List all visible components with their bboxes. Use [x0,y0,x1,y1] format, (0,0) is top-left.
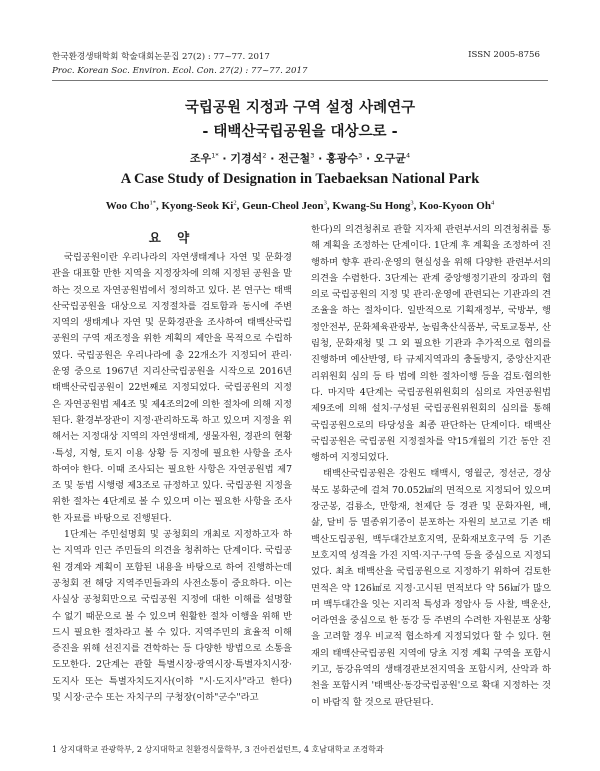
paper-title-ko: 국립공원 지정과 구역 설정 사례연구 [184,100,416,116]
abstract-paragraph: 1단계는 주민설명회 및 공청회의 개최로 지정하고자 하는 지역과 인근 주민들의 의견을 청취하는 단계이다. 국립공원 경계와 계획이 포함된 내용을 바탕으로 하여 진행하는데 공청회 전 해당 지역주민들과의 사전소통이 중요하다. 이는 사실상 공청회만으로 국립공원 지정에 대한 이해를 설명할 수 없기 때문으로 볼 수 있으며 원활한 절차 이행을 위해 반드시 필요한 절차라고 볼 수 있다. 지역주민의 효율적 이해증진을 위해 선진지를 견학하는 등 다양한 방법으로 소통을 도모한다. 2단계는 관할 특별시장·광역시장·특별자치시장·도지사 또는 특별자치도지사(이하 "시·도지사"라고 한다) 및 시장·군수 또는 자치구의 구청장(이하"군수"라고 [52,529,292,704]
journal-header [52,50,307,78]
abstract-paragraph: 국립공원이란 우리나라의 자연생태계나 자연 및 문화경관을 대표할 만한 지역을 지정장차에 의해 지정된 공원을 말하는 것으로 자연공원법에서 정의하고 있다. 본 연구는 태백산국립공원을 대상으로 지정절차를 검토함과 동시에 주변 지역의 생태계나 자연 및 문화경관을 조사하여 태백산국립공원의 구역 재조정을 위한 계획의 제안을 목적으로 수립하였다. 국립공원은 우리나라에 총 22개소가 지정되어 관리·운영 중으로 1967년 지리산국립공원을 시작으로 2016년 태백산국립공원이 22번째로 지정되었다. 국립공원의 지정은 자연공원법 제4조 및 제4조의2에 의한 절차에 의해 지정된다. 환경부장관이 지정·관리하도록 하고 있으며 지정을 위해서는 지정대상 지역의 자연생태계, 생물자원, 경관의 현황·특성, 지형, 토지 이용 상황 등 지정에 필요한 사항을 조사하여야 한다. 이때 조사되는 필요한 사항은 자연공원법 제7조 및 동법 시행령 제3조로 규정하고 있다. 국립공원 지정을 위한 절차는 4단계로 볼 수 있으며 이는 필요한 사항을 조사한 자료를 바탕으로 진행된다. [52,252,292,524]
abstract-left-column [52,250,292,706]
header-divider [52,80,548,81]
author-en: Koo-Kyoon Oh$^4$ [419,199,495,212]
author-en: Woo Cho$^{1*}$ [105,199,156,212]
author-ko: 기경석$^2$ [230,151,267,165]
abstract-heading: 요 약 [148,230,196,245]
author-en: Kyong-Seok Ki$^2$ [161,199,237,212]
paper-subtitle-ko: - 태백산국립공원을 대상으로 - [202,124,398,140]
author-ko: 오구균$^4$ [374,151,411,165]
journal-citation-ko: 한국환경생태학회 학술대회논문집 27(2) : 77~77. 2017 [52,52,270,62]
paper-title-en: A Case Study of Designation in Taebaeksan National Park [120,171,480,187]
authors-en: Woo Cho$^{1*}$, Kyong-Seok Ki$^2$, Geun-Cheol Jeon$^3$, Kwang-Su Hong$^3$, Koo-Kyoon Oh$^4$ [105,199,495,212]
journal-citation-en: Proc. Korean Soc. Environ. Ecol. Con. 27(2) : 77~77. 2017 [52,66,308,76]
author-en: Kwang-Su Hong$^3$ [332,199,414,212]
author-ko: 조우$^{1*}$ [189,151,219,165]
author-ko: 홍광수$^3$ [326,151,363,165]
issn: ISSN 2005-8756 [468,50,540,60]
authors-ko: 조우$^{1*}$ · 기경석$^2$ · 전근철$^3$ · 홍광수$^3$ · 오구균$^4$ [189,151,411,165]
abstract-right-column [311,222,551,711]
abstract-paragraph: 한다)의 의견청취로 관할 지자체 관련부서의 의견청취를 통해 계획을 조정하는 단계이다. 1단계 후 계획을 조정하여 진행하며 향후 관리·운영의 현실성을 위해 다양한 관련부서의 의견을 수렴한다. 3단계는 관계 중앙행정기관의 장과의 협의로 국립공원의 지정 및 관리·운영에 관련되는 기관과의 견조율을 하는 절차이다. 일반적으로 기획재정부, 국방부, 행정안전부, 문화체육관광부, 농림축산식품부, 국토교통부, 산림청, 문화재청 및 그 외 필요한 기관과 추가적으로 협의를 진행하며 예산반영, 타 규제지역과의 충돌방지, 중앙산지관리위원회 심의 등 타 법에 의한 절차이행 등을 검토·협의한다. 마지막 4단계는 국립공원위원회의 심의로 자연공원법 제9조에 의해 설치·구성된 국립공원위원회의 심의를 통해 국립공원으로의 타당성을 최종 판단하는 단계이다. 태백산국립공원은 국립공원 지정절차를 약15개월의 기간 동안 진행하여 지정되었다. [311,224,551,464]
author-ko: 전근철$^3$ [278,151,315,165]
abstract-paragraph: 태백산국립공원은 강원도 태백시, 영월군, 정선군, 경상북도 봉화군에 걸쳐 70.052㎢의 면적으로 지정되어 있으며 장군봉, 검룡소, 만항재, 천제단 등 경관 및 문화자원, 배, 삶, 달비 등 멸종위기종이 분포하는 자원의 보고로 기존 태백산도립공원, 백두대간보호지역, 문화재보호구역 등 기존 보호지역 성격을 가진 지역·지구·구역 등을 중심으로 지정되었다. 최초 태백산을 국립공원으로 지정하기 위하여 검토한 면적은 약 126㎢로 지정·고시된 면적보다 약 56㎢가 많으며 백두대간을 잇는 지리적 특성과 정암사 등 사찰, 백운산, 어라연을 중심으로 한 동강 등 주변의 수려한 자원분포 상황을 고려할 경우 비교적 협소하게 지정되었다 할 수 있다. 현재의 태백산국립공원 지역에 당초 지정 계획 구역을 포함시키고, 동강유역의 생태경관보전지역을 포함시켜, 산악과 하천을 포함시켜 '태백산·동강국립공원'으로 확대 지정하는 것이 바람직 할 것으로 판단된다. [311,468,551,708]
affiliation-footnote: 1 상지대학교 관광학부, 2 상지대학교 친환경식물학부, 3 건아컨설턴트, 4 호남대학교 조경학과 [52,745,384,754]
author-en: Geun-Cheol Jeon$^3$ [242,199,327,212]
